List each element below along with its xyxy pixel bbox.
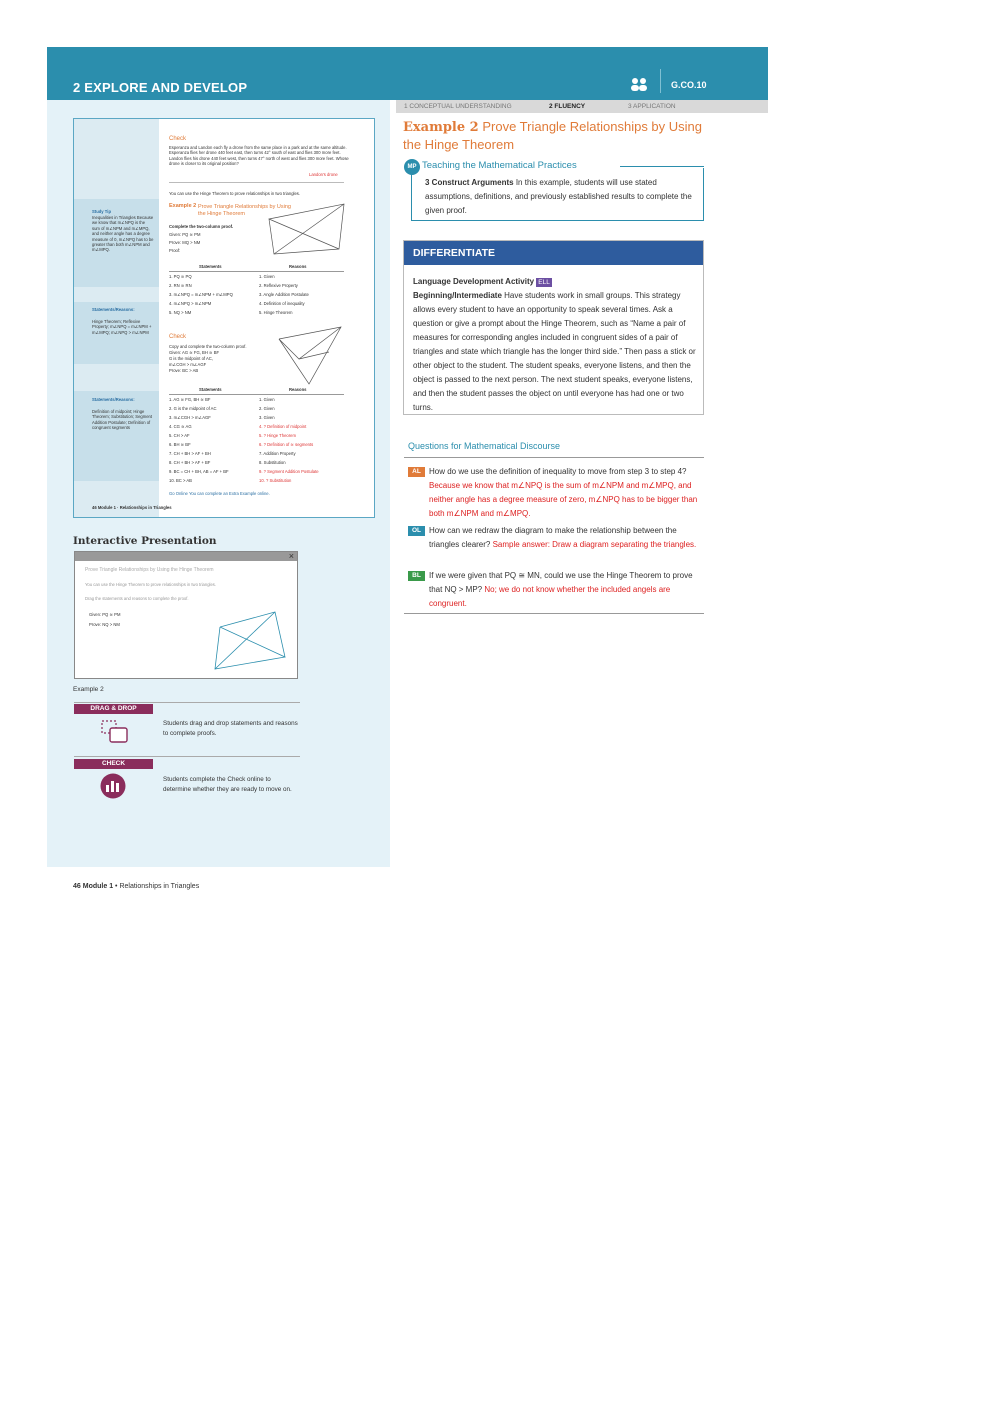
answer-text: No; we do not know whether the included angels are congruent. [429, 585, 671, 608]
thumbnail-footer: 46 Module 1 · Relationships in Triangles [92, 505, 172, 510]
differentiate-header: DIFFERENTIATE [404, 241, 703, 265]
divider [169, 182, 344, 183]
triangle-diagram-1 [259, 199, 349, 259]
interactive-diagram [210, 607, 290, 677]
side-note-title: Statements/Reasons: [92, 397, 135, 402]
go-online-note: Go Online You can complete an Extra Example online. [169, 491, 270, 496]
level-label: Beginning/Intermediate [413, 291, 502, 300]
close-icon[interactable]: × [288, 551, 294, 561]
table-rule [169, 271, 344, 272]
practices-label: Teaching the Mathematical Practices [422, 160, 577, 171]
proof-reason: 7. Addition Property [259, 451, 296, 456]
divider [74, 702, 300, 703]
answer-text: Because we know that m∠NPQ is the sum of m∠NPM and m∠MPQ, and neither angle has a degree measure of zero, m∠NPQ has to be bigger than both m∠NPM and m∠MPQ. [429, 481, 698, 518]
proof-statement: 5. CH > AF [169, 433, 190, 438]
header-divider [660, 69, 661, 93]
side-note-text: Definition of midpoint; Hinge Theorem; Substitution; Segment Addition Postulate; Definition of congruent segments [92, 409, 153, 431]
practices-rule [620, 166, 704, 167]
bar-chart-icon [100, 773, 126, 799]
check2-line: G is the midpoint of AC, [169, 356, 213, 361]
check2-line: Given: AG ≅ FG, BH ≅ BF [169, 350, 220, 355]
statements-header-2: Statements [199, 387, 222, 392]
student-page-thumbnail[interactable] [73, 118, 375, 518]
proof-reason: 5. ? Hinge Theorem [259, 433, 296, 438]
example-2-label: Example 2 [73, 686, 104, 693]
differentiate-box [403, 240, 704, 415]
proof-statement: 5. NQ > NM [169, 310, 192, 315]
window-line-1: You can use the Hinge Theorem to prove relationships in two triangles. [85, 582, 217, 587]
proof-reason: 2. Reflexive Property [259, 283, 298, 288]
step-application: 3 APPLICATION [628, 103, 676, 110]
proof-label: Proof: [169, 248, 181, 253]
proof-prove: Prove: MQ > NM [169, 240, 201, 245]
check-tag: CHECK [74, 759, 153, 769]
proof-statement: 3. m∠NPQ = m∠NPM + m∠MPQ [169, 292, 233, 297]
proof-statement: 1. AG ≅ FG, BH ≅ BF [169, 397, 211, 402]
proof-reason: 4. Definition of inequality [259, 301, 305, 306]
side-note-text: Hinge Theorem; Reflexive Property; m∠NPQ = m∠NPM + m∠MPQ; m∠NPQ > m∠NPM [92, 319, 152, 335]
page-footer [73, 883, 199, 890]
check-title: Check [169, 136, 187, 142]
check2-line: m∠CGH > m∠AGF [169, 362, 207, 367]
proof-reason: 4. ? Definition of midpoint [259, 424, 307, 429]
level-badge: AL [408, 467, 425, 477]
answer-text: Sample answer: Draw a diagram separating the triangles. [492, 540, 697, 549]
side-note-text: Inequalities in Triangles Because we know that m∠NPQ is the sum of m∠NPM and m∠MPQ, and neither angle has a degree measure of 0, m∠NPQ has to be greater than both m∠NPM and m∠MPQ. [92, 215, 154, 253]
step-fluency: 2 FLUENCY [549, 103, 586, 110]
question-body [429, 524, 704, 552]
proof-statement: 7. CH + BH > AF + BH [169, 451, 211, 456]
proof-statement: 10. BC > AB [169, 478, 192, 483]
page-number: 46 [73, 883, 81, 890]
window-titlebar [75, 552, 297, 561]
discourse-rule [404, 457, 704, 458]
module-label: Module 1 [82, 883, 114, 890]
proof-reason: 3. Angle Addition Postulate [259, 292, 309, 297]
standard-code: G.CO.10 [671, 80, 707, 90]
proof-reason: 9. ? Segment Addition Postulate [259, 469, 319, 474]
level-badge: BL [408, 571, 425, 581]
discourse-rule-bottom [404, 613, 704, 614]
section-title: 2 EXPLORE AND DEVELOP [73, 80, 248, 95]
window-heading: Prove Triangle Relationships by Using the Hinge Theorem [85, 567, 214, 573]
intro-line: You can use the Hinge Theorem to prove relationships in two triangles. [169, 191, 301, 196]
discourse-question [408, 524, 704, 552]
triangle-diagram-2 [269, 324, 349, 389]
example-label: Example 2 [403, 120, 479, 135]
discourse-question [408, 465, 704, 521]
reasons-header: Reasons [289, 264, 307, 269]
ell-badge: ELL [538, 279, 550, 286]
proof-reason: 10. ? Substitution [259, 478, 292, 483]
question-body [429, 465, 704, 521]
level-badge: OL [408, 526, 425, 536]
footer-separator: • [113, 883, 120, 890]
section-header [47, 47, 768, 100]
proof-statement: 4. m∠NPQ > m∠NPM [169, 301, 212, 306]
proof-statement: 2. G is the midpoint of AC [169, 406, 217, 411]
proof-statement: 6. BH ≅ BF [169, 442, 191, 447]
proof-statement: 2. RN ≅ RN [169, 283, 192, 288]
proof-reason: 5. Hinge Theorem [259, 310, 293, 315]
example-title: Prove Triangle Relationships by Using the Hinge Theorem [403, 119, 703, 152]
check-description: Students complete the Check online to determine whether they are ready to move on. [163, 776, 292, 793]
proof-reason: 3. Given [259, 415, 275, 420]
side-note-title: Study Tip [92, 209, 111, 214]
proof-reason: 1. Given [259, 274, 275, 279]
table-rule [169, 394, 344, 395]
teaching-practices [404, 157, 704, 221]
sidebar-band [74, 391, 159, 481]
example-label: Example 2 [169, 203, 197, 209]
practice-name: 3 Construct Arguments [425, 178, 514, 187]
proof-reason: 8. Substitution [259, 460, 286, 465]
drag-drop-tag: DRAG & DROP [74, 704, 153, 714]
check-text: Esperanza and Landon each fly a drone from the same place in a park and at the same altitude. Esperanza flies her drone 440 feet east, then turns 42° south of east and flies 300 more feet. Landon flies his drone 440 feet west, then turns 47° north of west and flies 300 more feet. Whose drone is closer to its original position? [169, 145, 349, 167]
example-heading [403, 118, 703, 153]
activity-text: Have students work in small groups. This strategy allows every student to have an opportunity to speak several times. Ask a question or give a prompt about the Hinge Theorem, such as “Name a pair of measures for corresponding angles included in congruent sides of a pair of triangles and state which triangle has the longer third side.” Then pass a stick or other object to the student. The student speaks, everyone listens, and then the object is passed to the next person. The next student speaks, everyone listens, and then the student passes the object on until everyone has had one or two turns. [413, 291, 696, 412]
check-answer: Landon's drone [309, 172, 338, 177]
differentiate-body [413, 275, 701, 415]
check2-title: Check [169, 334, 187, 340]
divider [74, 756, 300, 757]
check2-line: Copy and complete the two-column proof. [169, 344, 247, 349]
progress-steps [396, 100, 768, 113]
question-body [429, 569, 704, 611]
proof-reason: 6. ? Definition of ≅ segments [259, 442, 314, 447]
question-text: How can we redraw the diagram to make the relationship between the triangles clearer? [429, 526, 677, 549]
practices-text [425, 176, 697, 218]
proof-statement: 4. CG ≅ AG [169, 424, 192, 429]
proof-reason: 2. Given [259, 406, 275, 411]
statements-header: Statements [199, 264, 222, 269]
proof-statement: 9. BC = CH + BH, AB = AF + BF [169, 469, 229, 474]
group-icon [630, 77, 648, 91]
window-prove: Prove: NQ > NM [89, 622, 120, 627]
interactive-window[interactable] [74, 551, 298, 679]
check2-line: Prove: BC > AB [169, 368, 199, 373]
practice-description: In this example, students will use stated assumptions, definitions, and previously established results to complete the given proof. [425, 178, 692, 215]
proof-statement: 3. m∠CGH > m∠AGF [169, 415, 211, 420]
side-note-title: Statements/Reasons: [92, 307, 135, 312]
mp-icon: MP [404, 159, 420, 175]
discourse-title: Questions for Mathematical Discourse [408, 441, 561, 451]
window-given: Given: PQ ≅ PM [89, 612, 121, 617]
drag-drop-icon [100, 719, 130, 745]
example-subtitle: Prove Triangle Relationships by Using the Hinge Theorem [198, 204, 291, 217]
proof-reason: 1. Given [259, 397, 275, 402]
step-conceptual: 1 CONCEPTUAL UNDERSTANDING [404, 103, 512, 110]
proof-statement: 1. PQ ≅ PQ [169, 274, 192, 279]
reasons-header-2: Reasons [289, 387, 307, 392]
module-title: Relationships in Triangles [119, 883, 200, 890]
window-line-2: Drag the statements and reasons to complete the proof. [85, 596, 189, 601]
question-text: How do we use the definition of inequality to move from step 3 to step 4? [429, 467, 687, 476]
discourse-question [408, 569, 704, 611]
proof-given: Given: PQ ≅ PM [169, 232, 201, 237]
complete-instruction: Complete the two-column proof. [169, 224, 234, 229]
proof-statement: 8. CH + BH > AF + BF [169, 460, 211, 465]
interactive-presentation-title: Interactive Presentation [73, 535, 217, 547]
question-text: If we were given that PQ ≅ MN, could we use the Hinge Theorem to prove that NQ > MP? [429, 571, 693, 594]
drag-drop-description: Students drag and drop statements and reasons to complete proofs. [163, 720, 298, 737]
activity-title: Language Development Activity [413, 277, 535, 286]
